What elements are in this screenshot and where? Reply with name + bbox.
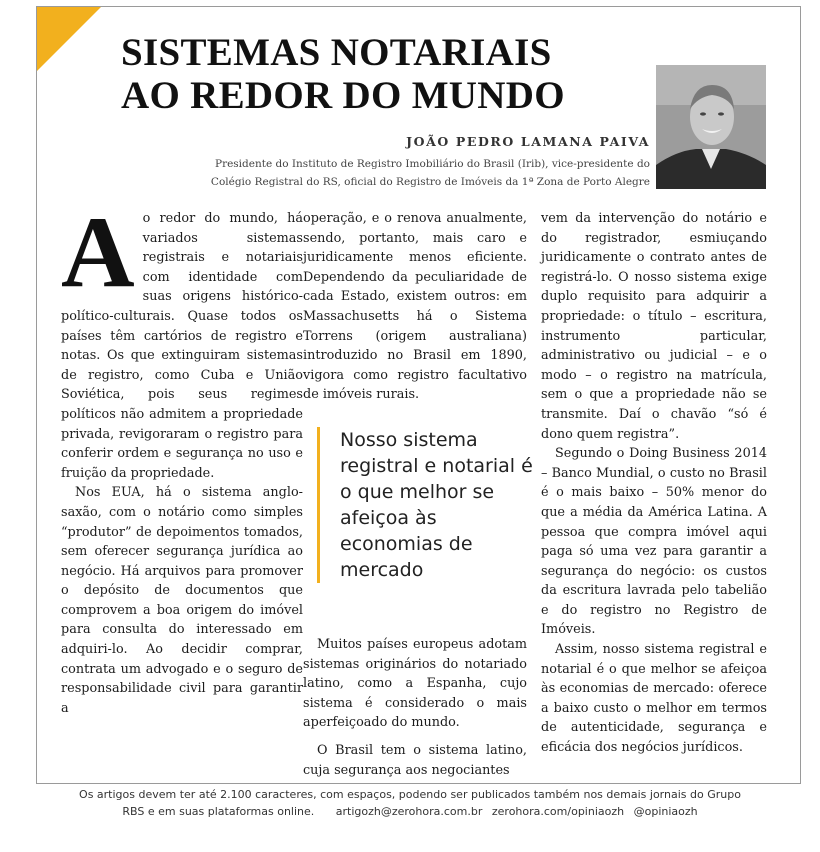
bio-line-2: Colégio Registral do RS, oficial do Registro de Imóveis da 1ª Zona de Porto Alegre	[210, 176, 650, 188]
footer-text: RBS e em suas plataformas online.	[122, 805, 315, 818]
paragraph: Muitos países europeus adotam sistemas originários do notariado latino, como a Espanha, cujo sistema é considerado o mais aperfeiçoado do mundo.	[303, 637, 527, 731]
author-portrait-image	[656, 65, 766, 189]
footer-line-2	[0, 803, 820, 820]
footer-site-link[interactable]: zerohora.com/opiniaozh	[491, 805, 625, 818]
drop-cap: A	[61, 196, 135, 309]
footer-note	[0, 786, 820, 820]
paragraph: Nos EUA, há o sistema anglo-saxão, com o notário como simples “produtor” de depoimentos tomados, sem oferecer segurança jurídica ao negócio. Há arquivos para promover o depósito de documentos que comprovem a boa origem do imóvel para consulta do interessado em adquiri-lo. Ao decidir comprar, contrata um advogado e o seguro de responsabilidade civil para garantir a	[61, 485, 303, 716]
footer-email-link[interactable]: artigozh@zerohora.com.br	[335, 805, 483, 818]
title-line-1: SISTEMAS NOTARIAIS	[121, 31, 552, 74]
article-frame	[36, 6, 801, 784]
corner-accent	[37, 7, 101, 71]
pull-quote: Nosso sistema registral e notarial é o que melhor se afeiçoa às economias de mercado	[317, 427, 536, 583]
footer-social-handle[interactable]: @opiniaozh	[633, 805, 698, 818]
bio-line-1: Presidente do Instituto de Registro Imobiliário do Brasil (Irib), vice-presidente do	[215, 158, 650, 170]
column-3	[541, 209, 767, 758]
column-2	[303, 209, 527, 405]
article-title	[121, 31, 565, 117]
footer-line-1: Os artigos devem ter até 2.100 caracteres, com espaços, podendo ser publicados também nos demais jornais do Grupo	[79, 788, 741, 801]
paragraph: vem da intervenção do notário e do registrador, esmiuçando juridicamente o contrato antes de registrá-lo. O nosso sistema exige duplo requisito para adquirir a propriedade: o título – escritura, instrumento particular, administrativo ou judicial – e o modo – o registro na matrícula, sem o que a propriedade não se transmite. Daí o chavão “só é dono quem registra”.	[541, 211, 767, 442]
paragraph: O Brasil tem o sistema latino, cuja segurança aos negociantes	[303, 742, 527, 778]
paragraph: Segundo o Doing Business 2014 – Banco Mundial, o custo no Brasil é o mais baixo – 50% menor do que a média da América Latina. A pessoa que compra imóvel aqui paga só uma vez para garantir a segurança do negócio: os custos da escritura lavrada pelo tabelião e do registro no Registro de Imóveis.	[541, 446, 767, 638]
author-photo	[656, 65, 766, 189]
column-1	[61, 196, 303, 718]
paragraph: o redor do mundo, há variados sistemas registrais e notariais com identidade com suas origens histórico-político-culturais. Quase todos os países têm cartórios de registro e notas. Os que extinguiram sistemas de registro, como Cuba e União Soviética, pois seus regimes políticos não admitem a propriedade privada, revigoraram o registro para conferir ordem e segurança no uso e fruição da propriedade.	[61, 211, 303, 481]
paragraph: operação, e o renova anualmente, sendo, portanto, mais caro e juridicamente menos eficiente. Dependendo da peculiaridade de cada Estado, existem outros: em Massachusetts há o Sistema Torrens (origem australiana) introduzido no Brasil em 1890, vigora como registro facultativo de imóveis rurais.	[303, 211, 527, 403]
paragraph: Assim, nosso sistema registral e notarial é o que melhor se afeiçoa às economias de mercado: oferece a baixo custo o melhor em termos de autenticidade, segurança e eficácia dos negócios jurídicos.	[541, 642, 767, 756]
title-line-2: AO REDOR DO MUNDO	[121, 74, 565, 117]
author-name: JOÃO PEDRO LAMANA PAIVA	[406, 134, 650, 149]
author-bio	[211, 155, 650, 191]
column-2-lower	[303, 635, 527, 780]
